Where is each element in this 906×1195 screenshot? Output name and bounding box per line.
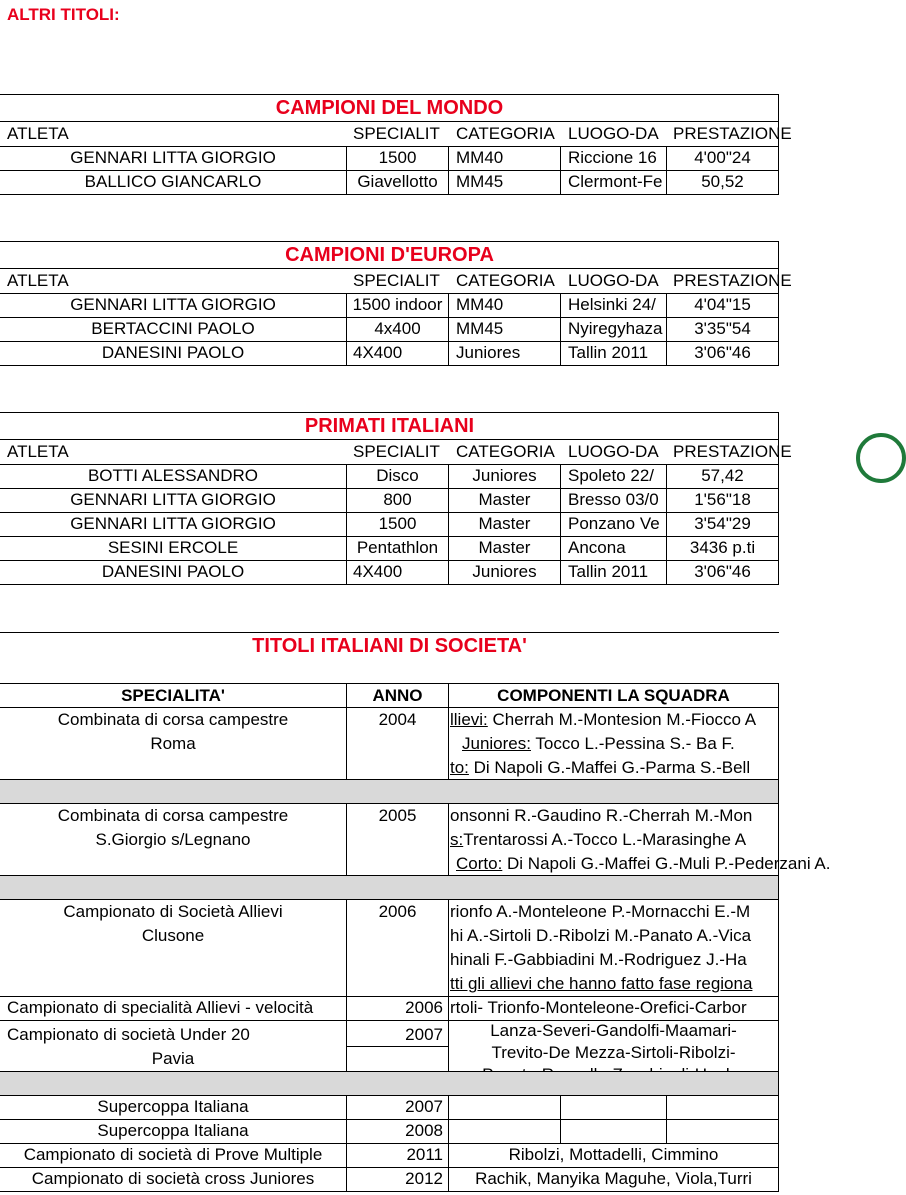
year: 2004: [378, 710, 417, 729]
col-atleta: ATLETA: [7, 124, 69, 143]
section-title: CAMPIONI D'EUROPA: [285, 244, 494, 266]
team-line: tti gli allievi che hanno fatto fase regiona: [450, 974, 753, 993]
performance: 3436 p.ti: [689, 538, 756, 557]
athlete-name: DANESINI PAOLO: [101, 562, 245, 581]
category: Juniores: [472, 562, 537, 581]
team-line: Lanza-Severi-Gandolfi-Maamari-: [490, 1021, 737, 1040]
specialty: 4X400: [353, 562, 403, 581]
col-prestazione: PRESTAZIONE: [673, 124, 792, 143]
location: Pavia: [151, 1049, 195, 1068]
team-line: Trevito-De Mezza-Sirtoli-Ribolzi-: [491, 1043, 736, 1062]
athlete-name: GENNARI LITTA GIORGIO: [70, 490, 276, 509]
section-title: CAMPIONI DEL MONDO: [275, 97, 504, 119]
specialty: Campionato di Società Allievi: [63, 902, 283, 921]
specialty: 4x400: [374, 319, 421, 338]
team-line: rtoli- Trionfo-Monteleone-Orefici-Carbor: [450, 998, 747, 1017]
athlete-name: SESINI ERCOLE: [107, 538, 239, 557]
specialty: Supercoppa Italiana: [97, 1121, 249, 1140]
specialty: Campionato di società Under 20: [7, 1025, 250, 1044]
performance: 3'54"29: [694, 514, 751, 533]
category: Master: [478, 514, 531, 533]
specialty: Combinata di corsa campestre: [57, 710, 289, 729]
location: Clusone: [141, 926, 205, 945]
year: 2005: [378, 806, 417, 825]
category: MM40: [456, 148, 504, 167]
category: Master: [478, 538, 531, 557]
year: 2007: [405, 1097, 443, 1116]
performance: 3'35"54: [694, 319, 751, 338]
performance: 1'56"18: [694, 490, 751, 509]
col-luogo: LUOGO-DA: [568, 442, 659, 461]
team-line: Ribolzi, Mottadelli, Cimmino: [508, 1145, 719, 1164]
team-line: Rachik, Manyika Maguhe, Viola,Turri: [475, 1169, 752, 1188]
section-title: PRIMATI ITALIANI: [304, 415, 475, 437]
col-categoria: CATEGORIA: [456, 124, 555, 143]
col-specialita: SPECIALITA': [121, 686, 225, 705]
specialty: 1500: [378, 514, 417, 533]
place-date: Ponzano Ve: [568, 514, 660, 533]
place-date: Nyiregyhaza: [568, 319, 663, 338]
year: 2006: [405, 998, 443, 1017]
athlete-name: GENNARI LITTA GIORGIO: [70, 295, 276, 314]
team-line: to: Di Napoli G.-Maffei G.-Parma S.-Bell: [450, 758, 751, 777]
page-heading: ALTRI TITOLI:: [7, 5, 120, 24]
athlete-name: GENNARI LITTA GIORGIO: [70, 514, 276, 533]
col-anno: ANNO: [372, 686, 423, 705]
athlete-name: BALLICO GIANCARLO: [84, 172, 262, 191]
year: 2007: [405, 1025, 443, 1044]
section-title: TITOLI ITALIANI DI SOCIETA': [252, 635, 527, 657]
team-line: [449, 1064, 778, 1071]
performance: 3'06"46: [694, 343, 751, 362]
performance: 57,42: [701, 466, 744, 485]
col-atleta: ATLETA: [7, 271, 69, 290]
col-specialita: SPECIALIT: [353, 442, 440, 461]
col-luogo: LUOGO-DA: [568, 124, 659, 143]
specialty: Giavellotto: [357, 172, 438, 191]
col-specialita: SPECIALIT: [353, 271, 440, 290]
separator-row: [0, 876, 778, 899]
category: Juniores: [456, 343, 521, 362]
col-atleta: ATLETA: [7, 442, 69, 461]
specialty: 1500: [378, 148, 417, 167]
place-date: Spoleto 22/: [568, 466, 655, 485]
col-componenti: COMPONENTI LA SQUADRA: [497, 686, 730, 705]
place-date: Helsinki 24/: [568, 295, 656, 314]
col-categoria: CATEGORIA: [456, 271, 555, 290]
athlete-name: DANESINI PAOLO: [101, 343, 245, 362]
place-date: Tallin 2011: [568, 562, 649, 581]
location: S.Giorgio s/Legnano: [95, 830, 251, 849]
col-prestazione: PRESTAZIONE: [673, 442, 792, 461]
separator-row: [0, 1071, 778, 1095]
performance: 4'00"24: [694, 148, 751, 167]
col-luogo: LUOGO-DA: [568, 271, 659, 290]
place-date: Ancona: [568, 538, 626, 557]
category: Master: [478, 490, 531, 509]
category: MM45: [456, 319, 504, 338]
year: 2006: [378, 902, 417, 921]
col-prestazione: PRESTAZIONE: [673, 271, 792, 290]
specialty: Campionato di specialità Allievi - velocità: [7, 998, 314, 1017]
athlete-name: BERTACCINI PAOLO: [91, 319, 255, 338]
specialty: Pentathlon: [356, 538, 439, 557]
specialty: Combinata di corsa campestre: [57, 806, 289, 825]
specialty: 4X400: [353, 343, 403, 362]
col-specialita: SPECIALIT: [353, 124, 440, 143]
place-date: Tallin 2011: [568, 343, 649, 362]
year: 2008: [405, 1121, 443, 1140]
performance: 3'06"46: [694, 562, 751, 581]
team-line: Corto: Di Napoli G.-Maffei G.-Muli P.-Pederzani A.: [456, 854, 831, 873]
performance: 50,52: [701, 172, 744, 191]
specialty: Campionato di società di Prove Multiple: [23, 1145, 323, 1164]
performance: 4'04"15: [694, 295, 751, 314]
specialty: Supercoppa Italiana: [97, 1097, 249, 1116]
team-line: rionfo A.-Monteleone P.-Mornacchi E.-M: [450, 902, 751, 921]
specialty: Disco: [376, 466, 419, 485]
circle-icon: [856, 433, 906, 483]
category: Juniores: [472, 466, 537, 485]
place-date: Riccione 16: [568, 148, 657, 167]
separator-row: [0, 780, 778, 803]
place-date: Clermont-Fe: [568, 172, 663, 191]
place-date: Bresso 03/0: [568, 490, 659, 509]
team-line: s:Trentarossi A.-Tocco L.-Marasinghe A: [450, 830, 747, 849]
location: Roma: [150, 734, 196, 753]
category: MM40: [456, 295, 504, 314]
specialty: 1500 indoor: [352, 295, 443, 314]
team-line: hinali F.-Gabbiadini M.-Rodriguez J.-Ha: [450, 950, 747, 969]
athlete-name: BOTTI ALESSANDRO: [87, 466, 259, 485]
team-line: onsonni R.-Gaudino R.-Cherrah M.-Mon: [450, 806, 753, 825]
specialty: Campionato di società cross Juniores: [31, 1169, 315, 1188]
athlete-name: GENNARI LITTA GIORGIO: [70, 148, 276, 167]
specialty: 800: [383, 490, 412, 509]
year: 2012: [405, 1169, 443, 1188]
team-line: Juniores: Tocco L.-Pessina S.- Ba F.: [462, 734, 735, 753]
category: MM45: [456, 172, 504, 191]
year: 2011: [406, 1145, 443, 1164]
team-line: hi A.-Sirtoli D.-Ribolzi M.-Panato A.-Vica: [450, 926, 752, 945]
team-line: llievi: Cherrah M.-Montesion M.-Fiocco A: [450, 710, 757, 729]
col-categoria: CATEGORIA: [456, 442, 555, 461]
